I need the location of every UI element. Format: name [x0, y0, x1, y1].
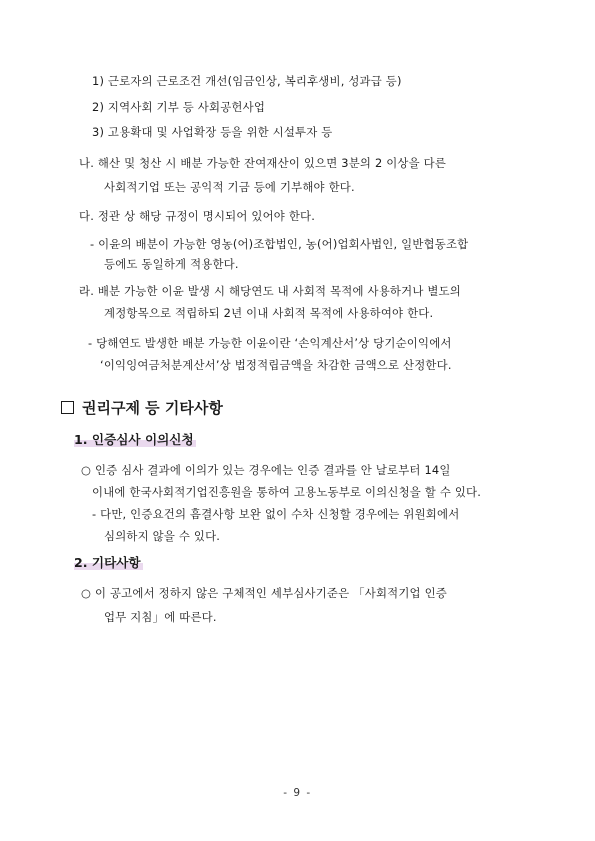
list-text: 고용확대 및 사업확장 등을 위한 시설투자 등 [107, 125, 333, 139]
item-ra-line-1: 라. 배분 가능한 이윤 발생 시 해당연도 내 사회적 목적에 사용하거나 별도의 [79, 284, 461, 298]
sub1-dash-line-2: 심의하지 않을 수 있다. [104, 529, 221, 543]
item-da-sub-1: - 이윤의 배분이 가능한 영농(어)조합법인, 농(어)업회사법인, 일반협동조합 [90, 237, 469, 251]
item-ra-line-2: 계정항목으로 적립하되 2년 이내 사회적 목적에 사용하여야 한다. [104, 306, 434, 320]
list-text: 지역사회 기부 등 사회공헌사업 [107, 100, 266, 114]
list-number: 2) [92, 100, 105, 114]
item-na-line-2: 사회적기업 또는 공익적 기금 등에 기부해야 한다. [104, 180, 355, 194]
item-na-line-1: 나. 해산 및 청산 시 배분 가능한 잔여재산이 있으면 3분의 2 이상을 다른 [79, 156, 447, 170]
item-da-line-1: 다. 정관 상 해당 규정이 명시되어 있어야 한다. [79, 209, 316, 223]
item-ra-sub-2: ‘이익잉여금처분계산서’상 법정적립금액을 차감한 금액으로 산정한다. [100, 358, 452, 372]
list-item [92, 124, 333, 140]
subsection-heading-1 [74, 432, 199, 448]
sub1-bullet-line-1: ○ 인증 심사 결과에 이의가 있는 경우에는 인증 결과를 안 날로부터 14일 [81, 463, 451, 477]
sub2-bullet-line-2: 업무 지침」에 따른다. [104, 610, 217, 624]
sub1-dash-line-1: - 다만, 인증요건의 흠결사항 보완 없이 수차 신청할 경우에는 위원회에서 [92, 507, 460, 521]
page-number: - 9 - [283, 787, 312, 799]
section-title [61, 398, 223, 418]
list-item [92, 99, 265, 115]
sub2-bullet-line-1: ○ 이 공고에서 정하지 않은 구체적인 세부심사기준은 「사회적기업 인증 [81, 586, 447, 600]
subsection-heading-1-text: 1. 인증심사 이의신청 [74, 432, 194, 447]
list-text: 근로자의 근로조건 개선(임금인상, 복리후생비, 성과급 등) [107, 74, 402, 88]
section-title-text: 권리구제 등 기타사항 [82, 399, 223, 417]
subsection-heading-2-text: 2. 기타사항 [74, 555, 141, 570]
item-da-sub-2: 등에도 동일하게 적용한다. [104, 257, 239, 271]
item-ra-sub-1: - 당해연도 발생한 배분 가능한 이윤이란 ‘손익계산서’상 당기순이익에서 [88, 336, 452, 350]
subsection-heading-2 [74, 555, 146, 571]
list-number: 1) [92, 74, 105, 88]
checkbox-square-icon [61, 401, 74, 414]
list-number: 3) [92, 125, 105, 139]
list-item [92, 73, 402, 89]
sub1-bullet-line-2: 이내에 한국사회적기업진흥원을 통하여 고용노동부로 이의신청을 할 수 있다. [92, 485, 482, 499]
